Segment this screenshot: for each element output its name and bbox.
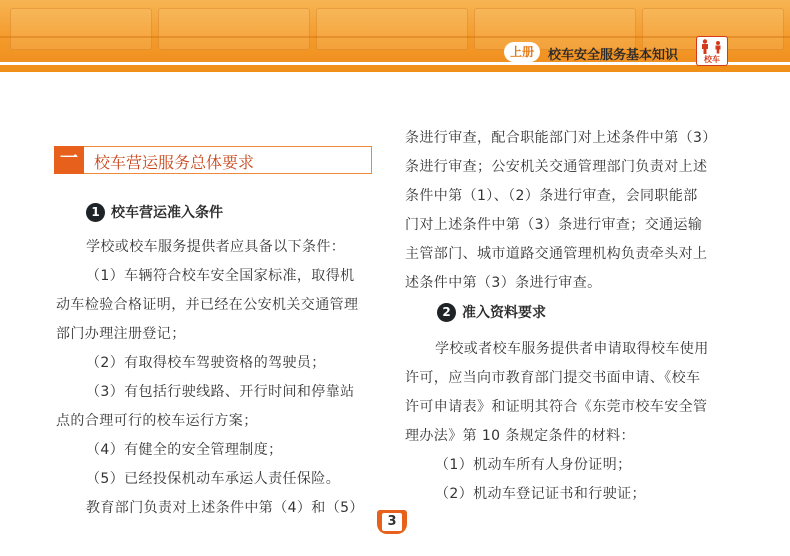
paragraph-line: 部门办理注册登记； xyxy=(56,326,186,342)
page-number-badge xyxy=(371,508,413,538)
right-column-text-top xyxy=(405,124,717,298)
header-panel xyxy=(316,8,468,50)
paragraph-line: 点的合理可行的校车运行方案； xyxy=(56,413,258,429)
school-bus-logo-icon xyxy=(696,36,728,66)
paragraph-line: （2）机动车登记证书和行驶证； xyxy=(435,486,646,502)
left-column-text xyxy=(56,233,364,523)
subsection-number: 2 xyxy=(437,303,456,322)
header-stripe xyxy=(0,36,790,38)
header-panel xyxy=(158,8,310,50)
paragraph-line: 门对上述条件中第（3）条进行审查；交通运输 xyxy=(405,217,703,233)
paragraph-line: 学校或者校车服务提供者申请取得校车使用 xyxy=(435,341,709,357)
paragraph-line: 许可，应当向市教育部门提交书面申请、《校车 xyxy=(405,370,701,386)
paragraph-line: 条进行审查；公安机关交通管理部门负责对上述 xyxy=(405,159,708,175)
child-figure-icon xyxy=(712,39,724,54)
subsection-heading-2 xyxy=(437,302,546,322)
subsection-heading-1 xyxy=(86,202,223,222)
header-panel xyxy=(10,8,152,50)
paragraph-line: （1）车辆符合校车安全国家标准，取得机 xyxy=(86,268,355,284)
right-column-text-bottom xyxy=(405,335,709,509)
paragraph-line: （3）有包括行驶线路、开行时间和停靠站 xyxy=(86,384,355,400)
paragraph-line: 主管部门、城市道路交通管理机构负责牵头对上 xyxy=(405,246,708,262)
section-number: 一 xyxy=(54,146,84,174)
paragraph-line: 教育部门负责对上述条件中第（4）和（5） xyxy=(86,500,364,516)
paragraph-line: 理办法》第 10 条规定条件的材料： xyxy=(405,428,635,444)
volume-badge: 上册 xyxy=(504,42,540,62)
logo-text: 校车 xyxy=(704,55,720,64)
subsection-title: 校车营运准入条件 xyxy=(111,205,223,221)
header-title: 校车安全服务基本知识 xyxy=(548,48,679,63)
paragraph-line: （1）机动车所有人身份证明； xyxy=(435,457,632,473)
header-bottom-bar xyxy=(0,65,790,72)
paragraph-line: 学校或校车服务提供者应具备以下条件： xyxy=(86,239,346,255)
paragraph-line: （5）已经投保机动车承运人责任保险。 xyxy=(86,471,341,487)
paragraph-line: （4）有健全的安全管理制度； xyxy=(86,442,283,458)
paragraph-line: 条件中第（1）、（2）条进行审查，会同职能部 xyxy=(405,188,698,204)
paragraph-line: 许可申请表》和证明其符合《东莞市校车安全管 xyxy=(405,399,708,415)
paragraph-line: 条进行审查，配合职能部门对上述条件中第（3） xyxy=(405,130,717,146)
paragraph-line: 动车检验合格证明，并已经在公安机关交通管理 xyxy=(56,297,359,313)
section-heading xyxy=(54,146,372,174)
subsection-title: 准入资料要求 xyxy=(462,305,546,321)
subsection-number: 1 xyxy=(86,203,105,222)
paragraph-line: （2）有取得校车驾驶资格的驾驶员； xyxy=(86,355,326,371)
paragraph-line: 述条件中第（3）条进行审查。 xyxy=(405,275,602,291)
page-number: 3 xyxy=(382,513,402,531)
adult-figure-icon xyxy=(699,39,711,54)
section-title: 校车营运服务总体要求 xyxy=(94,153,255,172)
